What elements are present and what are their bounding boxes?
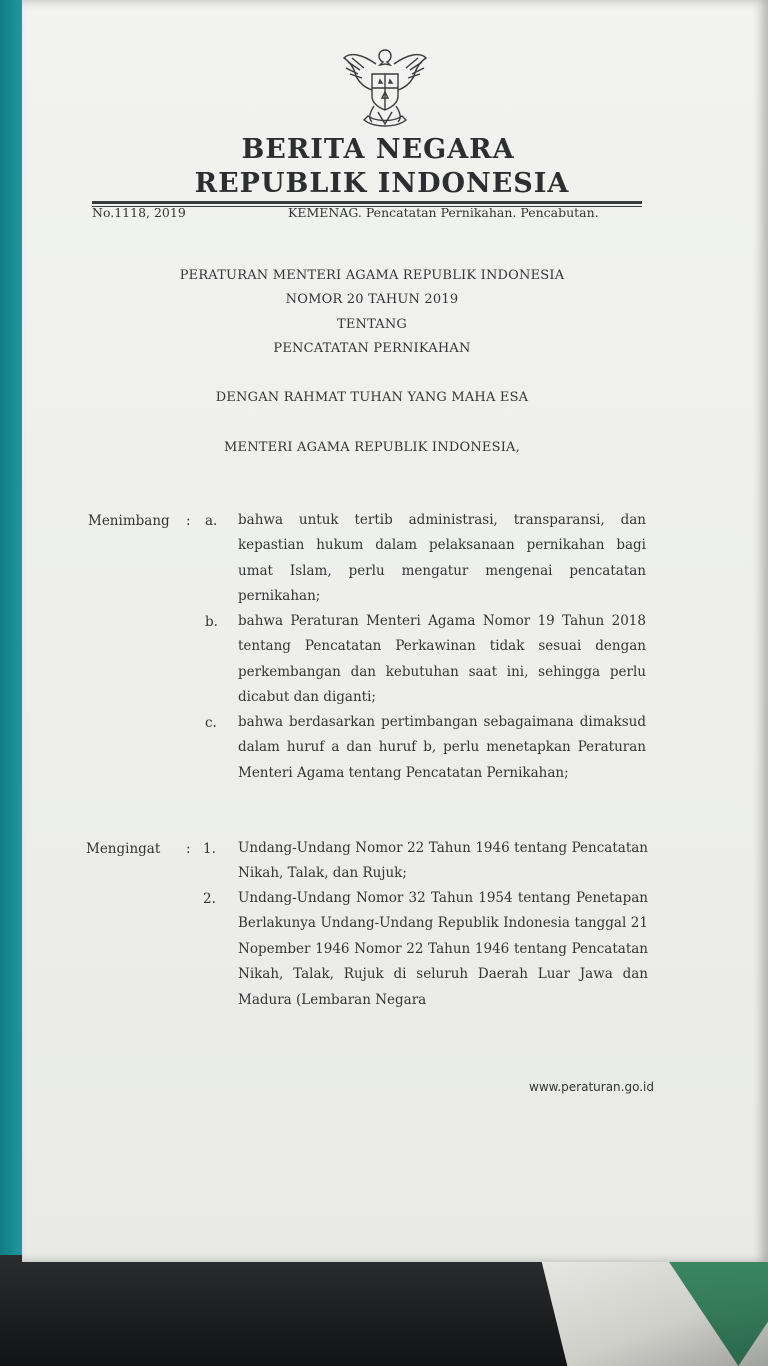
gazette-subject: KEMENAG. Pencatatan Pernikahan. Pencabutan.	[288, 205, 599, 220]
regulation-subject: PENCATATAN PERNIKAHAN	[273, 341, 471, 356]
menimbang-item-c: bahwa berdasarkan pertimbangan sebagaimana dimaksud dalam huruf a dan huruf b, perlu menetapkan Peraturan Menteri Agama tentang Pencatatan Pernikahan;	[238, 714, 646, 781]
mengingat-label: Mengingat	[86, 841, 161, 857]
menimbang-label: Menimbang	[88, 513, 170, 529]
gazette-title: BERITA NEGARA	[241, 134, 515, 165]
authority: MENTERI AGAMA REPUBLIK INDONESIA,	[224, 440, 520, 455]
footer-url: www.peraturan.go.id	[529, 1080, 654, 1094]
regulation-about: TENTANG	[336, 317, 408, 332]
menimbang-colon: :	[186, 513, 191, 529]
menimbang-item-a: bahwa untuk tertib administrasi, transparansi, dan kepastian hukum dalam pelaksanaan pernikahan bagi umat Islam, perlu mengatur mengenai pencatatan pernikahan;	[238, 512, 646, 605]
mengingat-colon: :	[186, 841, 191, 857]
document-page	[22, 0, 768, 1262]
menimbang-mark-b: b.	[205, 614, 218, 630]
mengingat-item-2: Undang-Undang Nomor 32 Tahun 1954 tentang Penetapan Berlakunya Undang-Undang Republik Indonesia tanggal 21 Nopember 1946 Nomor 22 Tahun 1946 tentang Pencatatan Nikah, Talak, Rujuk di seluruh Daerah Luar Jawa dan Madura (Lembaran Negara	[238, 890, 648, 1008]
mengingat-mark-2: 2.	[203, 891, 216, 907]
gazette-subtitle: REPUBLIK INDONESIA	[194, 168, 570, 199]
menimbang-item-b: bahwa Peraturan Menteri Agama Nomor 19 Tahun 2018 tentang Pencatatan Perkawinan tidak sesuai dengan perkembangan dan kebutuhan saat ini, sehingga perlu dicabut dan diganti;	[238, 613, 646, 706]
mengingat-mark-1: 1.	[203, 841, 216, 857]
menimbang-mark-a: a.	[205, 513, 218, 529]
garuda-emblem-icon	[340, 44, 430, 130]
background-floor-light	[540, 1255, 768, 1366]
header-rule-thick	[92, 201, 642, 204]
mengingat-item-1: Undang-Undang Nomor 22 Tahun 1946 tentang Pencatatan Nikah, Talak, dan Rujuk;	[238, 840, 648, 882]
menimbang-mark-c: c.	[205, 715, 217, 731]
regulation-title: PERATURAN MENTERI AGAMA REPUBLIK INDONESIA	[179, 268, 565, 283]
invocation: DENGAN RAHMAT TUHAN YANG MAHA ESA	[215, 390, 529, 405]
gazette-number: No.1118, 2019	[92, 205, 186, 220]
regulation-number: NOMOR 20 TAHUN 2019	[285, 292, 459, 307]
